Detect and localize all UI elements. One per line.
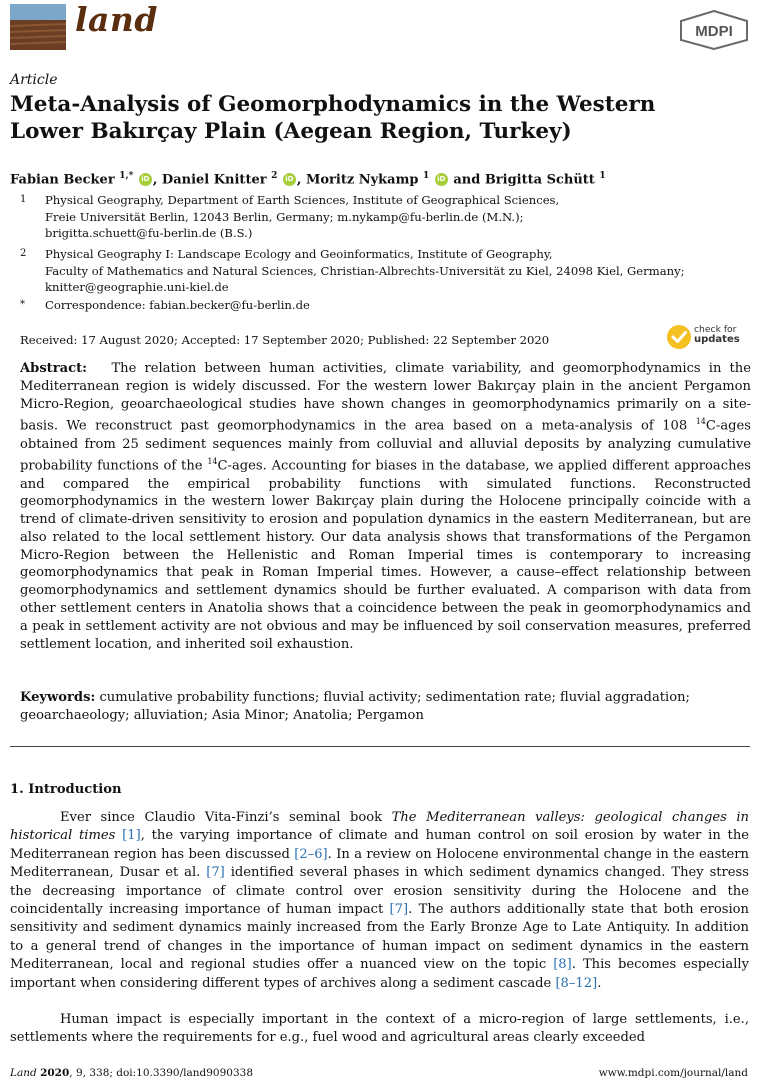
section-heading: 1. Introduction xyxy=(10,782,122,797)
section-divider xyxy=(10,746,750,747)
orcid-icon[interactable]: iD xyxy=(283,173,296,186)
citation-link[interactable]: [1] xyxy=(122,828,141,844)
mdpi-logo xyxy=(678,10,750,50)
citation-link[interactable]: [7] xyxy=(206,865,225,881)
intro-paragraph-2: Human impact is especially important in the context of a micro-region of large settlements, i.e., settlements where the requirements for e.g., fuel wood and agricultural areas clearly exceeded xyxy=(10,1012,749,1046)
orcid-icon[interactable]: iD xyxy=(435,173,448,186)
article-title xyxy=(10,91,755,145)
author-list: Fabian Becker $^{1,*}$ iD , Daniel Knitter $^2$ iD , Moritz Nykamp $^1$ iD and Brigitta Schütt $^1$ xyxy=(10,171,606,188)
author-name: Daniel Knitter xyxy=(161,172,267,188)
author-affiliation-sup: 1 xyxy=(422,171,430,181)
journal-name: land xyxy=(75,0,158,39)
mdpi-logo-text: MDPI xyxy=(695,23,733,40)
footer-citation: Land 2020, 9, 338; doi:10.3390/land9090338 xyxy=(10,1067,254,1079)
title-line-2: Lower Bakırçay Plain (Aegean Region, Turkey) xyxy=(10,119,572,144)
author-affiliation-sup: 1 xyxy=(599,171,606,181)
author-affiliation-sup: 2 xyxy=(271,171,278,181)
check-updates-icon xyxy=(666,324,692,350)
citation-link[interactable]: [8] xyxy=(553,957,572,973)
citation-link[interactable]: [2–6] xyxy=(294,846,328,862)
author-name: Brigitta Schütt xyxy=(484,172,595,188)
intro-paragraph-1: Ever since Claudio Vita-Finzi’s seminal book The Mediterranean valleys: geological changes in historical times [1], the varying importance of climate and human control on soil erosion by water in the Mediterranean region has been discussed [2–6]. In a review on Holocene environmental change in the eastern Mediterranean, Dusar et al. [7] identified several phases in which sediment dynamics changed. They stress the decreasing importance of climate control over erosion sensitivity during the Holocene and the coincidentally increasing importance of human impact [7]. The authors additionally state that both erosion sensitivity and sediment dynamics mainly increased from the Early Bronze Age to Late Antiquity. In addition to a general trend of changes in the importance of human impact on sediment dynamics in the eastern Mediterranean, local and regional studies offer a nuanced view on the topic [8]. This becomes especially important when considering different types of archives along a sediment cascade [8–12]. xyxy=(10,810,750,991)
article-type: Article xyxy=(10,72,58,88)
author-affiliation-sup: 1,* xyxy=(119,171,134,181)
author-name: Moritz Nykamp xyxy=(305,172,419,188)
title-line-1: Meta-Analysis of Geomorphodynamics in the Western xyxy=(10,92,656,117)
journal-cover-image xyxy=(10,4,66,50)
citation-link[interactable]: [7] xyxy=(389,902,409,918)
email-link[interactable]: knitter@geographie.uni-kiel.de xyxy=(45,280,229,294)
check-for-updates-badge[interactable]: check for updates xyxy=(666,323,756,351)
journal-url-link[interactable]: www.mdpi.com/journal/land xyxy=(598,1067,748,1079)
keywords-label: Keywords: xyxy=(20,690,96,705)
email-link[interactable]: brigitta.schuett@fu-berlin.de (B.S.) xyxy=(45,226,253,240)
publication-dates: Received: 17 August 2020; Accepted: 17 September 2020; Published: 22 September 2020 xyxy=(20,333,550,347)
orcid-icon[interactable]: iD xyxy=(139,173,152,186)
abstract-label: Abstract: xyxy=(20,361,87,376)
keywords: Keywords: cumulative probability functions; fluvial activity; sedimentation rate; fluvial aggradation; geoarchaeology; alluviation; Asia Minor; Anatolia; Pergamon xyxy=(20,690,690,723)
citation-link[interactable]: [8–12] xyxy=(555,975,598,991)
correspondence-email[interactable]: Correspondence: fabian.becker@fu-berlin.de xyxy=(45,298,310,312)
email-link[interactable]: Freie Universität Berlin, 12043 Berlin, Germany; m.nykamp@fu-berlin.de (M.N.); xyxy=(45,209,524,224)
author-name: Fabian Becker xyxy=(10,172,115,188)
book-title: The Mediterranean valleys: geological changes in historical times xyxy=(10,810,749,844)
abstract: Abstract: The relation between human activities, climate variability, and geomorphodynamics in the Mediterranean region is widely discussed. For the western lower Bakırçay plain in the ancient Pergamon Micro-Region, geoarchaeological studies have shown changes in geomorphodynamics primarily on a site-basis. We reconstruct past geomorphodynamics in the area based on a meta-analysis of 108 $^{14}$C-ages obtained from 25 sediment sequences mainly from colluvial and alluvial deposits by analyzing cumulative probability functions of the $^{14}$C-ages. Accounting for biases in the database, we applied different approaches and compared the empirical probability functions with simulated functions. Reconstructed geomorphodynamics in the western lower Bakırçay plain during the Holocene principally coincide with a trend of climate-driven sensitivity to erosion and population dynamics in the eastern Mediterranean, but are also related to the local settlement history. Our data analysis shows that transformations of the Pergamon Micro-Region between the Hellenistic and Roman Imperial times is contemporary to increasing geomorphodynamics that peak in Roman Imperial times. However, a cause–effect relationship between geomorphodynamics and settlement dynamics should be further evaluated. A comparison with data from other settlement centers in Anatolia shows that a coincidence between the peak in geomorphodynamics and a peak in settlement activity are not obvious and may be influenced by soil conservation measures, preferred settlement location, and inherited soil exhaustion. xyxy=(20,361,751,652)
